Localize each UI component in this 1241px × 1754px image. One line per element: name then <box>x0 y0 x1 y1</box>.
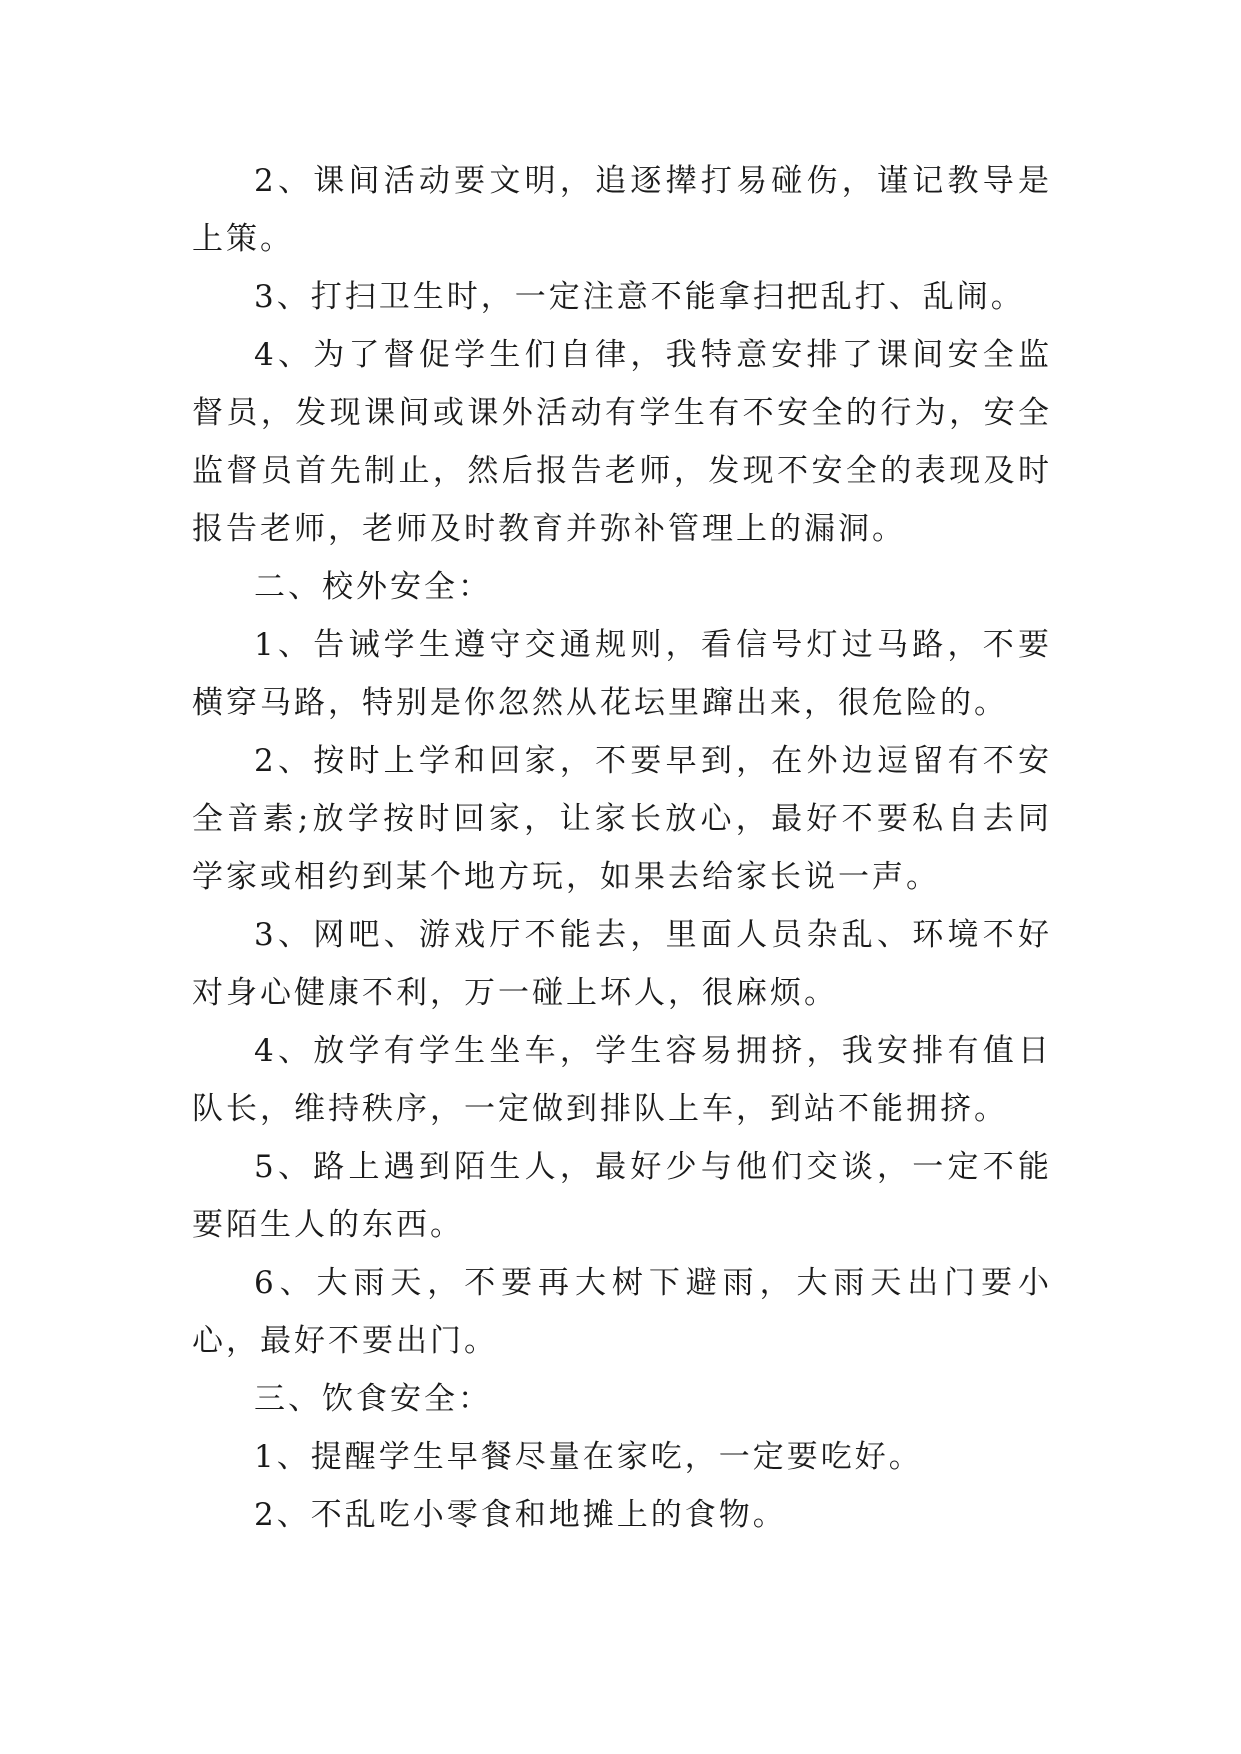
paragraph-snacks: 2、不乱吃小零食和地摊上的食物。 <box>254 1497 787 1533</box>
paragraph-rule-3-cleaning: 3、打扫卫生时，一定注意不能拿扫把乱打、乱闹。 <box>254 279 1025 315</box>
paragraph-rule-2-civilized-activities: 2、课间活动要文明，追逐撵打易碰伤，谨记教导是上策。 <box>192 163 1052 257</box>
paragraph-traffic-rules: 1、告诫学生遵守交通规则，看信号灯过马路，不要横穿马路，特别是你忽然从花坛里蹿出来，很危险的。 <box>192 627 1052 721</box>
paragraph-strangers: 5、路上遇到陌生人，最好少与他们交谈，一定不能要陌生人的东西。 <box>192 1149 1052 1243</box>
paragraph-breakfast: 1、提醒学生早餐尽量在家吃，一定要吃好。 <box>254 1439 923 1475</box>
document-body <box>192 152 1052 1544</box>
section-heading-off-campus-safety: 二、校外安全： <box>254 569 492 605</box>
paragraph-internet-cafe: 3、网吧、游戏厅不能去，里面人员杂乱、环境不好对身心健康不利，万一碰上坏人，很麻烦。 <box>192 917 1052 1011</box>
paragraph-rule-4-safety-supervisor: 4、为了督促学生们自律，我特意安排了课间安全监督员，发现课间或课外活动有学生有不安全的行为，安全监督员首先制止，然后报告老师，发现不安全的表现及时报告老师，老师及时教育并弥补管理上的漏洞。 <box>192 337 1052 547</box>
paragraph-punctual-commute: 2、按时上学和回家，不要早到，在外边逗留有不安全音素;放学按时回家，让家长放心，最好不要私自去同学家或相约到某个地方玩，如果去给家长说一声。 <box>192 743 1052 895</box>
paragraph-bus-boarding: 4、放学有学生坐车，学生容易拥挤，我安排有值日队长，维持秩序，一定做到排队上车，到站不能拥挤。 <box>192 1033 1052 1127</box>
paragraph-rainy-days: 6、大雨天，不要再大树下避雨，大雨天出门要小心，最好不要出门。 <box>192 1265 1052 1359</box>
section-heading-food-safety: 三、饮食安全： <box>254 1381 492 1417</box>
